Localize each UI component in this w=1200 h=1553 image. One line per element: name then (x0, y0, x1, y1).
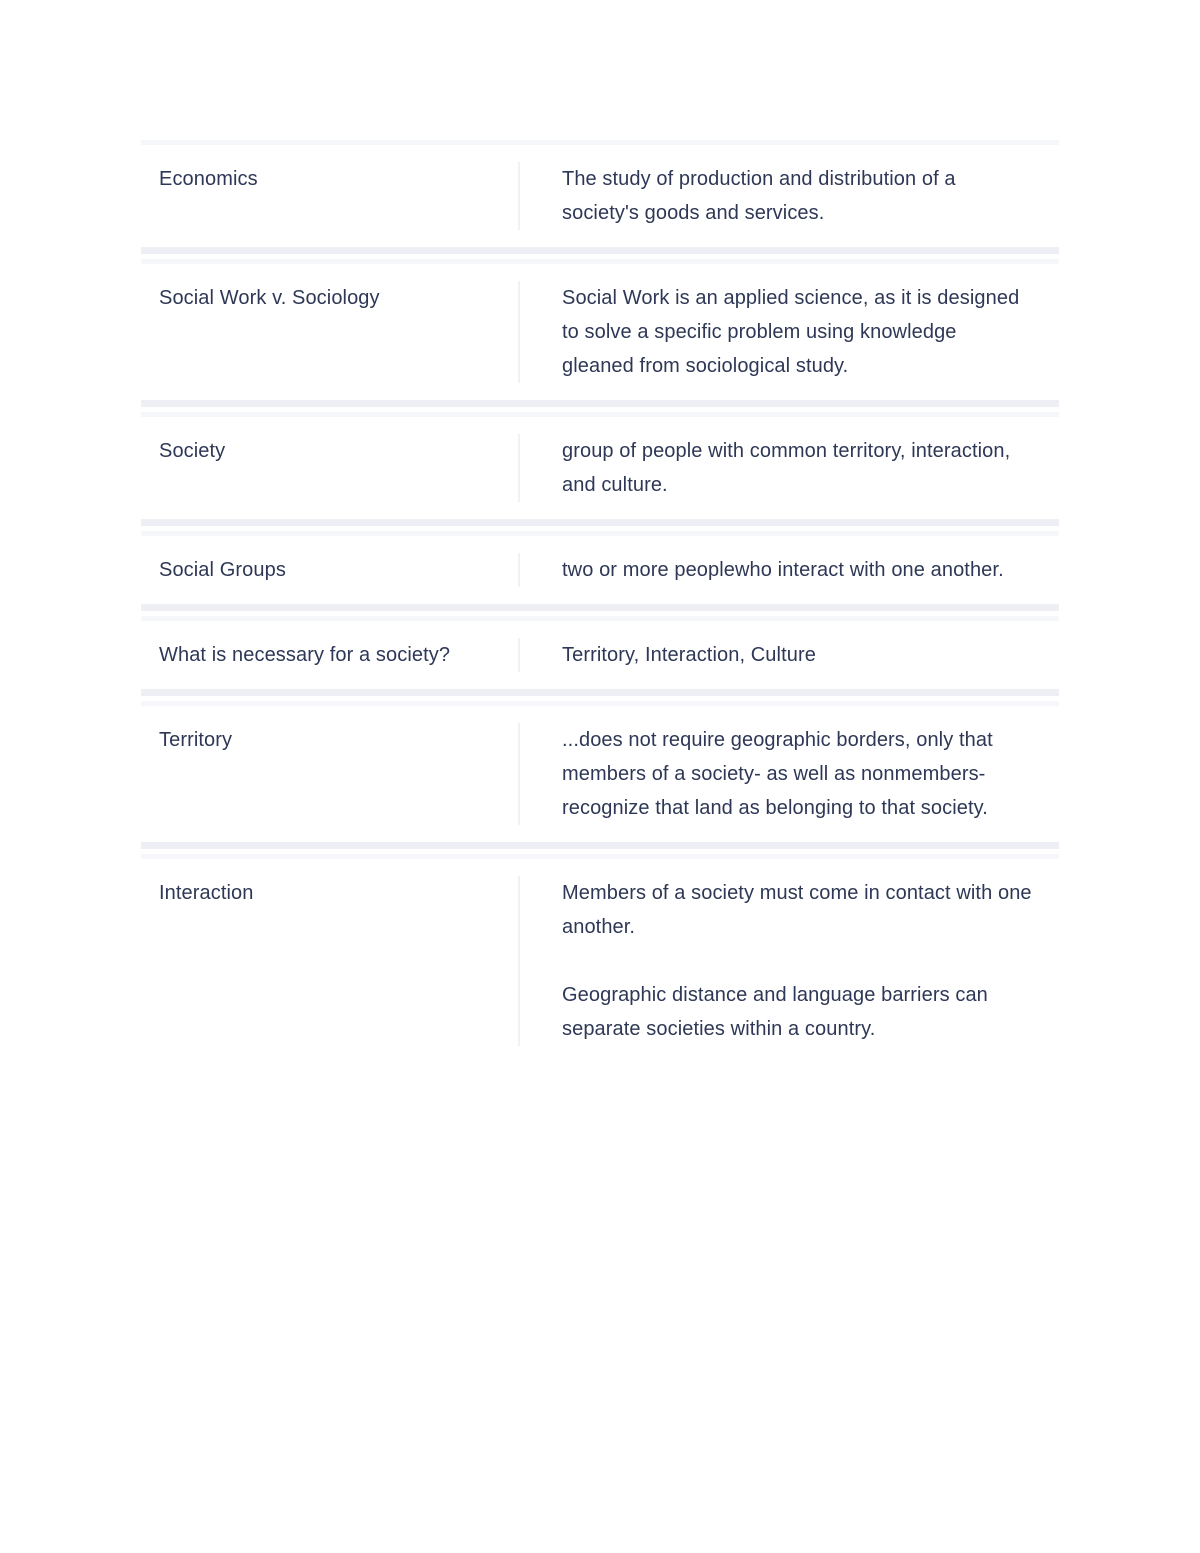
term-text: Economics (141, 162, 520, 230)
term-card (141, 531, 1059, 611)
term-card (141, 854, 1059, 1063)
definition-text (520, 434, 1059, 502)
definition-paragraph: Social Work is an applied science, as it is designed to solve a specific problem using knowledge gleaned from sociological study. (562, 287, 1020, 377)
term-text: What is necessary for a society? (141, 638, 520, 672)
definition-paragraph: Territory, Interaction, Culture (562, 644, 816, 666)
term-text: Social Work v. Sociology (141, 281, 520, 383)
flashcard-term-list (141, 140, 1059, 1068)
definition-text (520, 723, 1059, 825)
definition-paragraph: group of people with common territory, interaction, and culture. (562, 440, 1011, 496)
definition-text (520, 281, 1059, 383)
definition-text (520, 553, 1059, 587)
term-card (141, 140, 1059, 254)
term-text: Interaction (141, 876, 520, 1046)
term-card (141, 701, 1059, 849)
definition-text (520, 876, 1059, 1046)
definition-paragraph: Members of a society must come in contact with one another. (562, 882, 1032, 938)
term-text: Social Groups (141, 553, 520, 587)
definition-paragraph: ...does not require geographic borders, only that members of a society- as well as nonmembers- recognize that land as belonging to that society. (562, 729, 993, 819)
term-text: Society (141, 434, 520, 502)
definition-paragraph: two or more peoplewho interact with one another. (562, 559, 1004, 581)
definition-text (520, 162, 1059, 230)
term-card (141, 412, 1059, 526)
definition-text (520, 638, 1059, 672)
term-card (141, 616, 1059, 696)
term-card (141, 259, 1059, 407)
definition-paragraph: The study of production and distribution of a society's goods and services. (562, 168, 956, 224)
term-text: Territory (141, 723, 520, 825)
definition-paragraph: Geographic distance and language barriers can separate societies within a country. (562, 984, 988, 1040)
